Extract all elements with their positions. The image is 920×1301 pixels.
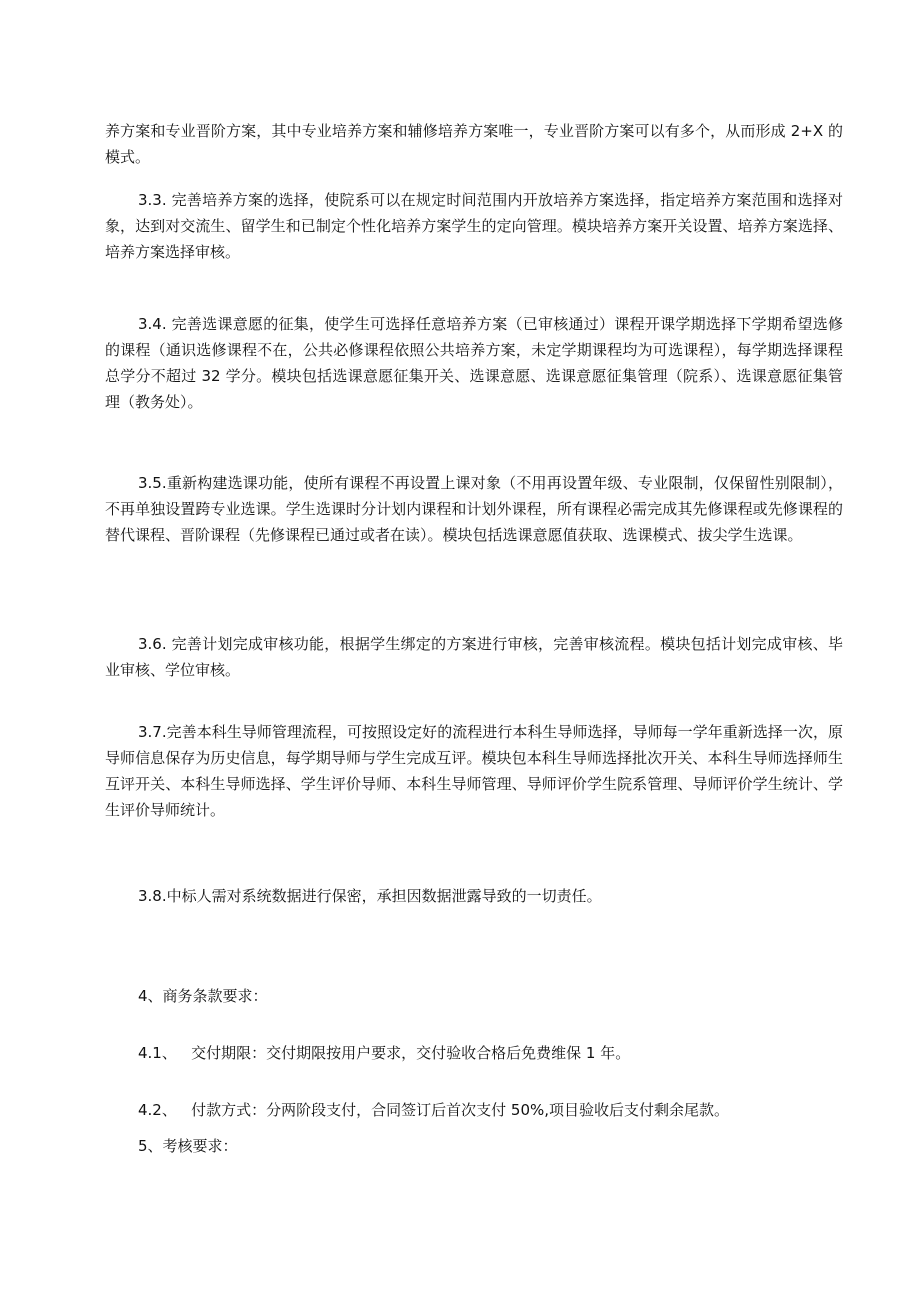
paragraph-3-4: 3.4. 完善选课意愿的征集，使学生可选择任意培养方案（已审核通过）课程开课学期选择下学期希望选修的课程（通识选修课程不在，公共必修课程依照公共培养方案，未定学期课程均为可选课程），每学期选择课程总学分不超过 32 学分。模块包括选课意愿征集开关、选课意愿、选课意愿征集管理（院系）、选课意愿征集管理（教务处）。 bbox=[105, 315, 843, 411]
paragraph-3-5: 3.5.重新构建选课功能，使所有课程不再设置上课对象（不用再设置年级、专业限制，仅保留性别限制），不再单独设置跨专业选课。学生选课时分计划内课程和计划外课程，所有课程必需完成其先修课程或先修课程的替代课程、晋阶课程（先修课程已通过或者在读）。模块包括选课意愿值获取、选课模式、拔尖学生选课。 bbox=[105, 474, 843, 544]
paragraph-3-6: 3.6. 完善计划完成审核功能，根据学生绑定的方案进行审核，完善审核流程。模块包括计划完成审核、毕业审核、学位审核。 bbox=[105, 635, 843, 679]
section-4-1: 4.1、 交付期限：交付期限按用户要求，交付验收合格后免费维保 1 年。 bbox=[138, 1044, 631, 1062]
section-4-2: 4.2、 付款方式：分两阶段支付，合同签订后首次支付 50%,项目验收后支付剩余尾款。 bbox=[138, 1101, 730, 1119]
paragraph-3-3: 3.3. 完善培养方案的选择，使院系可以在规定时间范围内开放培养方案选择，指定培养方案范围和选择对象，达到对交流生、留学生和已制定个性化培养方案学生的定向管理。模块培养方案开关设置、培养方案选择、培养方案选择审核。 bbox=[105, 191, 843, 261]
section-4-title: 4、商务条款要求： bbox=[138, 987, 268, 1005]
paragraph-3-8: 3.8.中标人需对系统数据进行保密，承担因数据泄露导致的一切责任。 bbox=[138, 887, 602, 905]
section-5-title: 5、考核要求： bbox=[138, 1137, 238, 1155]
paragraph-continuation: 养方案和专业晋阶方案，其中专业培养方案和辅修培养方案唯一，专业晋阶方案可以有多个，从而形成 2+X 的模式。 bbox=[105, 122, 843, 166]
paragraph-3-7: 3.7.完善本科生导师管理流程，可按照设定好的流程进行本科生导师选择，导师每一学年重新选择一次，原导师信息保存为历史信息，每学期导师与学生完成互评。模块包本科生导师选择批次开关、本科生导师选择师生互评开关、本科生导师选择、学生评价导师、本科生导师管理、导师评价学生院系管理、导师评价学生统计、学生评价导师统计。 bbox=[105, 723, 843, 819]
